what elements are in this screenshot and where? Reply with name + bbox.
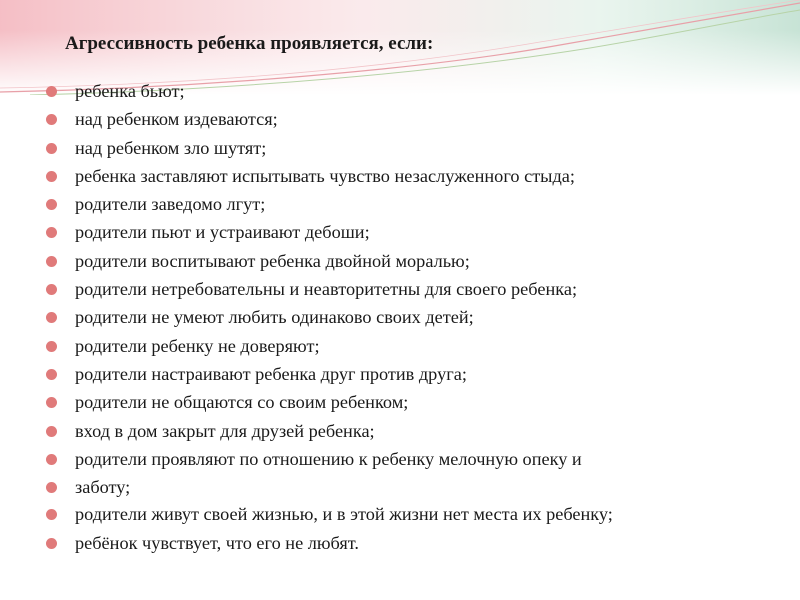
list-item bbox=[46, 332, 758, 360]
list-item bbox=[46, 77, 758, 105]
bullet-icon bbox=[46, 538, 57, 549]
list-item-text: родители заведомо лгут; bbox=[75, 194, 266, 215]
list-item-text: родители пьют и устраивают дебоши; bbox=[75, 222, 370, 243]
bullet-icon bbox=[46, 171, 57, 182]
bullet-icon bbox=[46, 482, 57, 493]
bullet-icon bbox=[46, 509, 57, 520]
bullet-icon bbox=[46, 284, 57, 295]
list-item bbox=[46, 360, 758, 388]
bullet-icon bbox=[46, 426, 57, 437]
list-item-text: родители не умеют любить одинаково своих детей; bbox=[75, 307, 474, 328]
list-item-text: родители ребенку не доверяют; bbox=[75, 335, 320, 356]
list-item bbox=[46, 501, 758, 529]
list-item-text: родители живут своей жизнью, и в этой жизни нет места их ребенку; bbox=[75, 504, 613, 525]
bullet-icon bbox=[46, 312, 57, 323]
list-item bbox=[46, 473, 758, 501]
bullet-icon bbox=[46, 341, 57, 352]
bullet-icon bbox=[46, 369, 57, 380]
list-item bbox=[46, 190, 758, 218]
list-item-text: родители воспитывают ребенка двойной моралью; bbox=[75, 250, 470, 271]
list-item bbox=[46, 303, 758, 331]
bullet-icon bbox=[46, 454, 57, 465]
list-item bbox=[46, 445, 758, 473]
list-item-text: вход в дом закрыт для друзей ребенка; bbox=[75, 420, 375, 441]
list-item bbox=[46, 275, 758, 303]
list-item bbox=[46, 247, 758, 275]
list-item bbox=[46, 134, 758, 162]
bullet-icon bbox=[46, 114, 57, 125]
bullet-icon bbox=[46, 256, 57, 267]
list-item bbox=[46, 105, 758, 133]
list-item bbox=[46, 162, 758, 190]
slide-title: Агрессивность ребенка проявляется, если: bbox=[65, 33, 434, 54]
list-item-text: ребенка бьют; bbox=[75, 81, 185, 101]
bullet-icon bbox=[46, 143, 57, 154]
list-item bbox=[46, 529, 758, 557]
bullet-icon bbox=[46, 397, 57, 408]
bullet-icon bbox=[46, 227, 57, 238]
list-item-text: родители нетребовательны и неавторитетны для своего ребенка; bbox=[75, 279, 578, 300]
list-item-text: родители проявляют по отношению к ребенку мелочную опеку и bbox=[75, 448, 582, 469]
bullet-list bbox=[46, 77, 758, 558]
list-item bbox=[46, 218, 758, 246]
bullet-icon bbox=[46, 86, 57, 97]
list-item bbox=[46, 417, 758, 445]
list-item-text: ребенка заставляют испытывать чувство незаслуженного стыда; bbox=[75, 165, 575, 186]
list-item-text: над ребенком зло шутят; bbox=[75, 137, 267, 158]
list-item bbox=[46, 388, 758, 416]
list-item-text: над ребенком издеваются; bbox=[75, 109, 278, 130]
bullet-icon bbox=[46, 199, 57, 210]
list-item-text: родители настраивают ребенка друг против друга; bbox=[75, 363, 467, 384]
list-item-text: родители не общаются со своим ребенком; bbox=[75, 392, 409, 413]
list-item-text: заботу; bbox=[75, 477, 131, 498]
list-item-text: ребёнок чувствует, что его не любят. bbox=[75, 533, 359, 554]
